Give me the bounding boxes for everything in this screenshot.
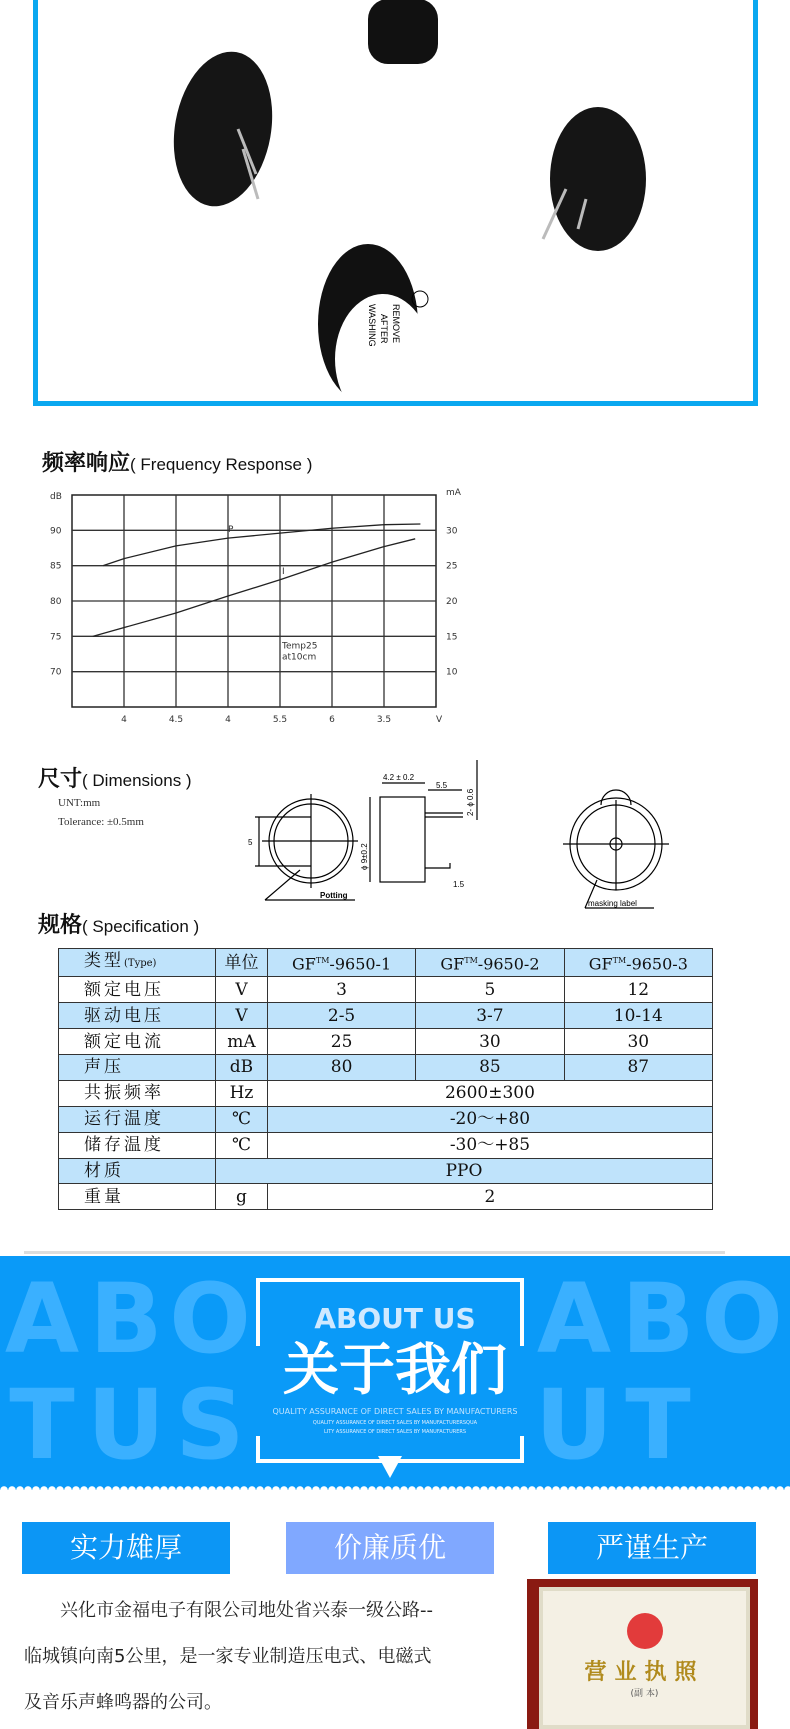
banner-bg-letter: A — [536, 1263, 612, 1375]
title-cn: 尺寸 — [38, 766, 83, 791]
table-row: 运行温度 ℃ -20～+80 — [59, 1106, 713, 1132]
masking-label: masking label — [588, 899, 637, 908]
unit-note: UNT:mm — [58, 797, 101, 809]
pin-length-label: 1.5 — [453, 880, 465, 889]
triangle-down-icon — [378, 1456, 402, 1478]
spec-title — [38, 908, 199, 939]
x-tick-label: 5.5 — [272, 715, 288, 725]
table-row: 共振频率 Hz 2600±300 — [59, 1080, 713, 1106]
dimensions-title — [38, 762, 192, 793]
banner-bg-letter: B — [89, 1263, 163, 1375]
product-photo — [33, 0, 758, 406]
about-tagline: LITY ASSURANCE OF DIRECT SALES BY MANUFACTURERS — [323, 1429, 467, 1435]
tolerance-note: Tolerance: ±0.5mm — [58, 816, 144, 828]
table-row: 额定电压 V 3 5 12 — [59, 977, 713, 1003]
title-cn: 规格 — [38, 912, 83, 937]
company-intro — [24, 1588, 524, 1726]
table-row: 材质 PPO — [59, 1158, 713, 1184]
series-line-I — [93, 539, 415, 637]
table-row: 储存温度 ℃ -30～+85 — [59, 1132, 713, 1158]
certificate-title: 营业执照 — [584, 1660, 705, 1685]
annotation: Temp25 — [282, 641, 318, 652]
banner-bg-letter: B — [621, 1263, 695, 1375]
table-row: 额定电流 mA 25 30 30 — [59, 1029, 713, 1055]
business-license-image — [527, 1579, 758, 1729]
banner-bg-letter: T — [9, 1369, 75, 1481]
banner-bg-letter: A — [4, 1263, 80, 1375]
banner-bg-letter: S — [175, 1369, 245, 1481]
y-right-tick-label: 15 — [446, 632, 458, 643]
about-cn: 关于我们 — [283, 1338, 507, 1403]
table-header: 类型(Type) 单位 GF™-9650-1 GF™-9650-2 GF™-9650-3 — [59, 949, 713, 977]
banner-bg-letter: O — [701, 1263, 783, 1375]
about-en: ABOUT US — [314, 1302, 476, 1335]
model-header: GF™-9650-1 — [267, 949, 415, 977]
banner-bg-letter: T — [625, 1369, 691, 1481]
label-text: WASHING — [367, 304, 377, 347]
table-row: 重量 g 2 — [59, 1184, 713, 1210]
buzzer-photo — [38, 0, 753, 401]
frequency-title — [42, 446, 312, 477]
title-en: ( Specification ) — [82, 917, 200, 936]
feature-strength: 实力雄厚 — [22, 1522, 230, 1574]
y-right-tick-label: 10 — [446, 667, 458, 678]
annotation: at10cm — [282, 652, 317, 663]
title-en: ( Dimensions ) — [82, 771, 192, 790]
pitch-label: 5 — [248, 838, 253, 847]
dimension-drawings — [240, 760, 680, 910]
x-unit-label: V — [436, 715, 443, 725]
width-label: 4.2 ± 0.2 — [383, 773, 415, 782]
table-row: 声压 dB 80 85 87 — [59, 1055, 713, 1081]
series-label: I — [282, 566, 285, 577]
about-tagline: QUALITY ASSURANCE OF DIRECT SALES BY MANUFACTURERS — [272, 1407, 518, 1416]
about-tagline: QUALITY ASSURANCE OF DIRECT SALES BY MANUFACTURERSQUA — [312, 1420, 478, 1426]
x-tick-label: 4.5 — [168, 715, 184, 725]
frequency-response-chart — [0, 480, 480, 730]
potting-label: Potting — [320, 891, 348, 900]
banner-bg-letter: U — [535, 1369, 613, 1481]
label-text: AFTER — [379, 314, 389, 344]
about-banner — [0, 1256, 790, 1490]
y-tick-label: 90 — [50, 526, 62, 537]
series-label: P — [228, 525, 234, 536]
intro-line: 临城镇向南5公里，是一家专业制造压电式、电磁式 — [24, 1646, 432, 1667]
banner-bg-letter: O — [169, 1263, 251, 1375]
spec-table — [58, 948, 713, 1210]
y-tick-label: 80 — [50, 597, 62, 607]
pin-dia-label: 2- ϕ 0.6 — [466, 788, 475, 816]
y-tick-label: 85 — [50, 561, 62, 572]
y-right-tick-label: 30 — [446, 526, 458, 537]
title-cn: 频率响应 — [42, 450, 131, 475]
y-right-tick-label: 25 — [446, 561, 458, 572]
certificate-subtitle: (副 本) — [630, 1689, 659, 1699]
y-tick-label: 75 — [50, 632, 62, 643]
y-tick-label: 70 — [50, 667, 62, 678]
title-en: ( Frequency Response ) — [130, 455, 313, 474]
banner-bg-letter: U — [87, 1369, 165, 1481]
x-tick-label: 3.5 — [376, 715, 392, 725]
y-right-tick-label: 20 — [446, 597, 458, 607]
x-tick-label: 4 — [225, 715, 231, 725]
emblem-icon — [627, 1613, 663, 1649]
x-tick-label: 6 — [329, 715, 335, 725]
y-right-label: mA — [446, 488, 461, 498]
divider — [24, 1251, 725, 1254]
dia-label: ϕ 9±0.2 — [360, 843, 369, 870]
label-text: REMOVE — [391, 304, 401, 344]
x-tick-label: 4 — [121, 715, 127, 725]
table-row: 驱动电压 V 2-5 3-7 10-14 — [59, 1003, 713, 1029]
y-left-label: dB — [50, 492, 62, 502]
model-header: GF™-9650-3 — [564, 949, 712, 977]
intro-line: 兴化市金福电子有限公司地处省兴泰一级公路-- — [24, 1600, 433, 1621]
feature-quality: 价廉质优 — [286, 1522, 494, 1574]
feature-production: 严谨生产 — [548, 1522, 756, 1574]
model-header: GF™-9650-2 — [416, 949, 564, 977]
pin-label: 5.5 — [436, 781, 448, 790]
intro-line: 及音乐声蜂鸣器的公司。 — [24, 1692, 222, 1713]
